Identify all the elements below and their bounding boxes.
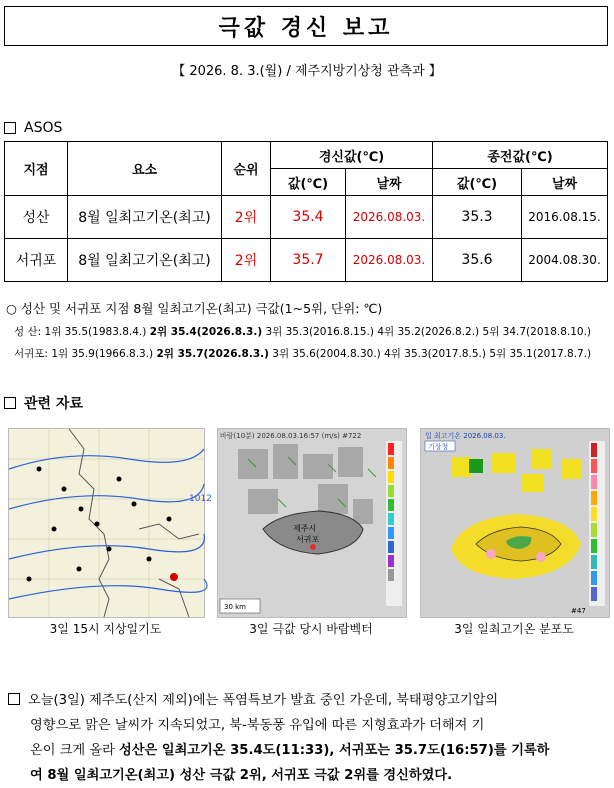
rank-item: 1위 35.5(1983.8.4.) <box>44 326 147 338</box>
checkbox-icon <box>4 122 16 134</box>
summary-line-3: 온이 크게 올라 성산은 일최고기온 35.4도(11:33), 서귀포는 35.7도(16:57)를 기록하 <box>30 743 550 758</box>
temp-map-header: 일 최고기온 2026.08.03. <box>425 432 506 440</box>
section-asos-label: ASOS <box>24 120 63 136</box>
cell-new-date: 2026.08.03. <box>346 196 433 239</box>
corner-label: #47 <box>571 607 586 615</box>
temp-map-graphic <box>421 429 609 617</box>
figure-caption: 3일 일최고기온 분포도 <box>454 622 574 636</box>
page-title: 극값 경신 보고 <box>4 6 608 46</box>
cell-new-date: 2026.08.03. <box>346 239 433 282</box>
cell-new-value: 35.4 <box>271 196 346 239</box>
place-label: 서귀포 <box>296 535 320 544</box>
rank-item: 1위 35.9(1966.8.3.) <box>51 348 154 360</box>
cell-old-value: 35.6 <box>433 239 522 282</box>
table-row <box>5 196 608 239</box>
rank-item: 3위 35.3(2016.8.15.) <box>265 326 374 338</box>
summary-line-1: 오늘(3일) 제주도(산지 제외)에는 폭염특보가 발효 중인 가운데, 북태평양고기압의 <box>4 688 610 713</box>
th-old-value: 값(℃) <box>433 169 522 196</box>
cell-element: 8월 일최고기온(최고) <box>68 239 222 282</box>
th-rank: 순위 <box>222 142 271 196</box>
station-label: 성 산: <box>14 326 42 338</box>
summary-line-4: 여 8월 일최고기온(최고) 성산 극값 2위, 서귀포 극값 2위를 경신하였다. <box>30 768 453 783</box>
section-asos <box>4 120 62 136</box>
extremes-seongsan <box>14 324 591 339</box>
extremes-note-heading: ○ 성산 및 서귀포 지점 8월 일최고기온(최고) 극값(1~5위, 단위: ℃) <box>6 301 383 316</box>
section-related-label: 관련 자료 <box>24 396 83 412</box>
place-label: 제주시 <box>293 524 317 533</box>
scale-label: 30 km <box>224 603 247 611</box>
report-dateline: 【 2026. 8. 3.(월) / 제주지방기상청 관측과 】 <box>172 64 442 79</box>
rank-item: 2위 35.7(2026.8.3.) <box>156 348 269 360</box>
rank-item: 2위 35.4(2026.8.3.) <box>149 326 263 338</box>
th-new-date: 날짜 <box>346 169 433 196</box>
summary-line-2: 영향으로 맑은 날씨가 지속되었고, 북-북동풍 유입에 따른 지형효과가 더해져 기 <box>30 718 485 733</box>
isobar-label: 1012 <box>189 494 212 504</box>
wind-map-graphic <box>218 429 406 617</box>
rank-item: 3위 35.6(2004.8.30.) <box>272 348 381 360</box>
figure-caption: 3일 15시 지상일기도 <box>49 622 162 636</box>
figure-caption: 3일 극값 당시 바람벡터 <box>249 622 373 636</box>
cell-rank: 2위 <box>222 196 271 239</box>
th-new-group: 경신값(℃) <box>271 142 433 169</box>
cell-old-value: 35.3 <box>433 196 522 239</box>
kma-badge: 기상청 <box>428 443 449 451</box>
max-temp-map <box>420 428 610 618</box>
rank-item: 4위 35.2(2026.8.2.) <box>377 326 480 338</box>
th-old-group: 종전값(℃) <box>433 142 608 169</box>
wind-map-header: 바람(10분) 2026.08.03.16:57 (m/s) #722 <box>220 432 362 440</box>
wind-vector-map <box>217 428 407 618</box>
cell-rank: 2위 <box>222 239 271 282</box>
cell-old-date: 2016.08.15. <box>522 196 608 239</box>
rank-item: 5위 35.1(2017.8.7.) <box>489 348 592 360</box>
table-row <box>5 239 608 282</box>
th-old-date: 날짜 <box>522 169 608 196</box>
cell-new-value: 35.7 <box>271 239 346 282</box>
cell-element: 8월 일최고기온(최고) <box>68 196 222 239</box>
th-element: 요소 <box>68 142 222 196</box>
section-related <box>4 393 83 413</box>
checkbox-icon <box>4 397 16 409</box>
cell-old-date: 2004.08.30. <box>522 239 608 282</box>
cell-station: 서귀포 <box>5 239 68 282</box>
cell-station: 성산 <box>5 196 68 239</box>
surface-weather-chart <box>8 428 212 618</box>
rank-item: 4위 35.3(2017.8.5.) <box>384 348 486 360</box>
extremes-seogwipo <box>14 346 591 361</box>
checkbox-icon <box>8 693 20 705</box>
station-label: 서귀포: <box>14 348 48 360</box>
rank-item: 5위 34.7(2018.8.10.) <box>482 326 592 338</box>
surface-chart-graphic <box>9 429 212 617</box>
th-station: 지점 <box>5 142 68 196</box>
record-table <box>4 141 608 282</box>
th-new-value: 값(℃) <box>271 169 346 196</box>
summary-paragraph <box>4 688 610 788</box>
